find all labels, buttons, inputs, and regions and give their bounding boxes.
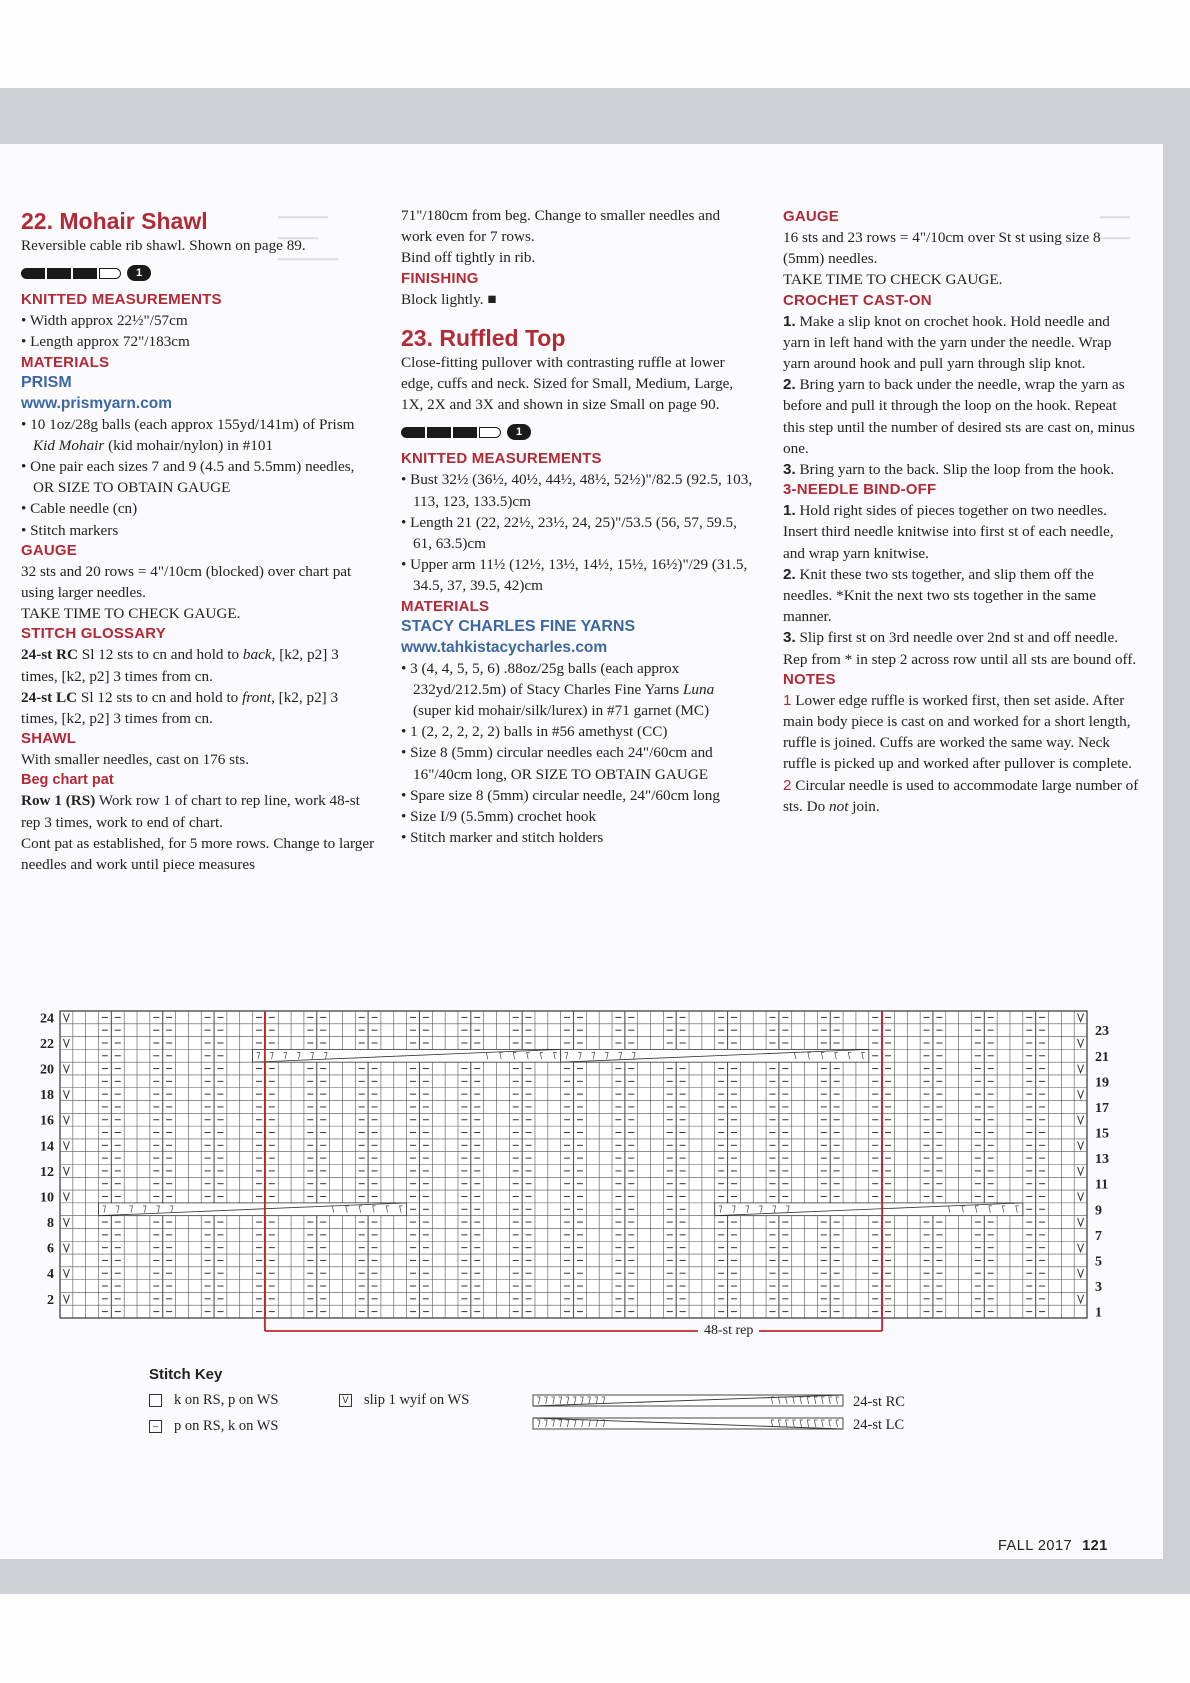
page-footer xyxy=(998,1538,1108,1554)
brand-url[interactable]: www.tahkistacycharles.com xyxy=(401,638,608,656)
pattern-intro: Reversible cable rib shawl. Shown on page 89. xyxy=(21,237,306,254)
knit-symbol-icon xyxy=(149,1394,162,1407)
key-slip: V slip 1 wyif on WS xyxy=(339,1391,469,1409)
key-rc-label: 24-st RC xyxy=(853,1394,905,1410)
column-ruffled-top: 71"/180cm from beg. Change to smaller needles and work even for 7 rows. Bind off tightly in rib. FINISHING Block lightly. ■ 23. Ruffled Top Close-fitting pullover with contrasting ruffle at lower edge, cuffs and neck. Sized for Small, Medium, Large, 1X, 2X and 3X and shown in size Small on page 90. 1 KNITTED MEASUREMENTS • Bust 32½ (36½, 40½, 44½, 48½, 52½)"/82.5 (92.5, 103, 113, 123, 133.5)cm • Length 21 (22, 22½, 23½, 24, 25)"/53.5 (56, 57, 59.5, 61, 63.5)cm • Upper arm 11½ (12½, 13½, 14½, 15½, 16½)"/29 (31.5, 34.5, 37, 39.5, 42)cm MATERIALS STACY CHARLES FINE YARNS www.tahkistacycharles.com • 3 (4, 4, 5, 5, 6) .88oz/25g balls (each approx 232yd/212.5m) of Stacy Charles Fine Yarns Luna (super kid mohair/silk/lurex) in #71 garnet (MC) • 1 (2, 2, 2, 2, 2) balls in #56 amethyst (CC) • Size 8 (5mm) circular needles each 24"/60cm and 16"/40cm long, OR SIZE TO OBTAIN GAUGE • Spare size 8 (5mm) circular needle, 24"/60cm long • Size I/9 (5.5mm) crochet hook • Stitch marker and stitch holders xyxy=(401,207,753,847)
section-heading: NOTES xyxy=(783,670,836,688)
bleed-through-text: ▁▁▁▁▁ ▁▁▁▁ ▁▁▁▁▁▁ xyxy=(278,203,338,260)
page-number: 121 xyxy=(1082,1538,1108,1554)
sub-heading: Beg chart pat xyxy=(21,772,114,789)
row-number-label: 4 xyxy=(47,1267,54,1283)
row-number-label: 1 xyxy=(1095,1305,1102,1321)
row-number-label: 10 xyxy=(40,1190,54,1206)
section-heading: STITCH GLOSSARY xyxy=(21,625,166,643)
row-number-label: 20 xyxy=(40,1062,54,1078)
skill-badge: 1 xyxy=(507,424,531,440)
glossary-lc: 24-st LC Sl 12 sts to cn and hold to front, [k2, p2] 3 times, [k2, p2] 3 times from cn. xyxy=(21,688,339,728)
row-number-label: 22 xyxy=(40,1036,54,1052)
repeat-label: 48-st rep xyxy=(698,1323,759,1339)
key-lc-label: 24-st LC xyxy=(853,1417,905,1433)
section-heading: CROCHET CAST-ON xyxy=(783,291,932,309)
slip-symbol-icon: V xyxy=(339,1394,352,1407)
yarn-brand: PRISM xyxy=(21,373,72,391)
row-number-label: 8 xyxy=(47,1216,54,1232)
row-number-label: 6 xyxy=(47,1241,54,1257)
row-number-label: 2 xyxy=(47,1292,54,1308)
issue-label: FALL 2017 xyxy=(998,1538,1073,1554)
row-number-label: 14 xyxy=(40,1139,54,1155)
section-heading: MATERIALS xyxy=(21,353,110,371)
row-number-label: 16 xyxy=(40,1113,54,1129)
row-numbers-right xyxy=(1095,1024,1109,1320)
row-number-label: 3 xyxy=(1095,1280,1102,1296)
yarn-brand: STACY CHARLES FINE YARNS xyxy=(401,617,636,635)
key-purl: – p on RS, k on WS xyxy=(149,1417,278,1435)
section-heading: SHAWL xyxy=(21,730,77,748)
column-techniques: GAUGE 16 sts and 23 rows = 4"/10cm over St st using size 8 (5mm) needles. TAKE TIME TO CHECK GAUGE. CROCHET CAST-ON 1. Make a slip knot on crochet hook. Hold needle and yarn in left hand with the yarn under the needle. Wrap yarn around hook and pull yarn through slip knot. 2. Bring yarn to back under the needle, wrap the yarn as before and pull it through the loop on the hook. Repeat this step until the number of desired sts are cast on, minus one. 3. Bring yarn to the back. Slip the loop from the hook. 3-NEEDLE BIND-OFF 1. Hold right sides of pieces together on two needles. Insert third needle knitwise into first st of each needle, and wrap yarn knitwise. 2. Knit these two sts together, and slip them off the needles. *Knit the next two sts together in the same manner. 3. Slip first st on 3rd needle over 2nd st and off needle. Rep from * in step 2 across row until all sts are bound off. NOTES 1 Lower edge ruffle is worked first, then set aside. After main body piece is cast on and worked for a short length, ruffle is joined. Cuffs are worked the same way. Neck ruffle is picked up and worked after pullover is complete. 2 Circular needle is used to accommodate large number of sts. Do not join. xyxy=(783,208,1139,815)
section-heading: GAUGE xyxy=(21,541,78,559)
stitch-key-title: Stitch Key xyxy=(149,1366,223,1383)
purl-symbol-icon: – xyxy=(149,1420,162,1433)
section-heading: GAUGE xyxy=(783,208,840,225)
section-heading: 3-NEEDLE BIND-OFF xyxy=(783,481,937,499)
column-mohair-shawl: 22. Mohair Shawl Reversible cable rib shawl. Shown on page 89. 1 KNITTED MEASUREMENTS • Width approx 22½"/57cm • Length approx 72"/183cm MATERIALS PRISM www.prismyarn.com • 10 1oz/28g balls (each approx 155yd/141m) of Prism Kid Mohair (kid mohair/nylon) in #101 • One pair each sizes 7 and 9 (4.5 and 5.5mm) needles, OR SIZE TO OBTAIN GAUGE • Cable needle (cn) • Stitch markers GAUGE 32 sts and 20 rows = 4"/10cm (blocked) over chart pat using larger needles. TAKE TIME TO CHECK GAUGE. STITCH GLOSSARY 24-st RC Sl 12 sts to cn and hold to back, [k2, p2] 3 times, [k2, p2] 3 times from cn. 24-st LC Sl 12 sts to cn and hold to front, [k2, p2] 3 times, [k2, p2] 3 times from cn. SHAWL With smaller needles, cast on 176 sts. Beg chart pat Row 1 (RS) Work row 1 of chart to rep line, work 48-st rep 3 times, work to end of chart. Cont pat as established, for 5 more rows. Change to larger needles and work until piece measures xyxy=(21,208,375,874)
skill-badge: 1 xyxy=(127,265,151,281)
row-number-label: 19 xyxy=(1095,1075,1109,1091)
row-number-label: 5 xyxy=(1095,1254,1102,1270)
row-numbers-left xyxy=(40,1011,54,1307)
section-heading: MATERIALS xyxy=(401,597,490,615)
row-number-label: 7 xyxy=(1095,1228,1102,1244)
row-number-label: 12 xyxy=(40,1164,54,1180)
row-number-label: 18 xyxy=(40,1088,54,1104)
key-knit: k on RS, p on WS xyxy=(149,1391,278,1409)
row-number-label: 13 xyxy=(1095,1152,1109,1168)
row-number-label: 17 xyxy=(1095,1100,1109,1116)
bleed-through-text: ▁▁▁ ▁▁▁ xyxy=(1100,203,1130,239)
row-number-label: 11 xyxy=(1095,1177,1109,1193)
row-number-label: 15 xyxy=(1095,1126,1109,1142)
section-heading: FINISHING xyxy=(401,269,479,287)
glossary-rc: 24-st RC Sl 12 sts to cn and hold to back, [k2, p2] 3 times, [k2, p2] 3 times from cn. xyxy=(21,646,339,685)
row-number-label: 21 xyxy=(1095,1049,1109,1065)
row-number-label: 24 xyxy=(40,1011,54,1027)
row-number-label: 23 xyxy=(1095,1024,1109,1040)
key-cable-symbols xyxy=(533,1395,843,1429)
section-heading: KNITTED MEASUREMENTS xyxy=(401,450,602,468)
row-number-label: 9 xyxy=(1095,1203,1102,1219)
pattern-title: 23. Ruffled Top xyxy=(401,324,566,351)
pattern-title: 22. Mohair Shawl xyxy=(21,208,208,234)
section-heading: KNITTED MEASUREMENTS xyxy=(21,291,222,309)
brand-url[interactable]: www.prismyarn.com xyxy=(21,394,173,412)
